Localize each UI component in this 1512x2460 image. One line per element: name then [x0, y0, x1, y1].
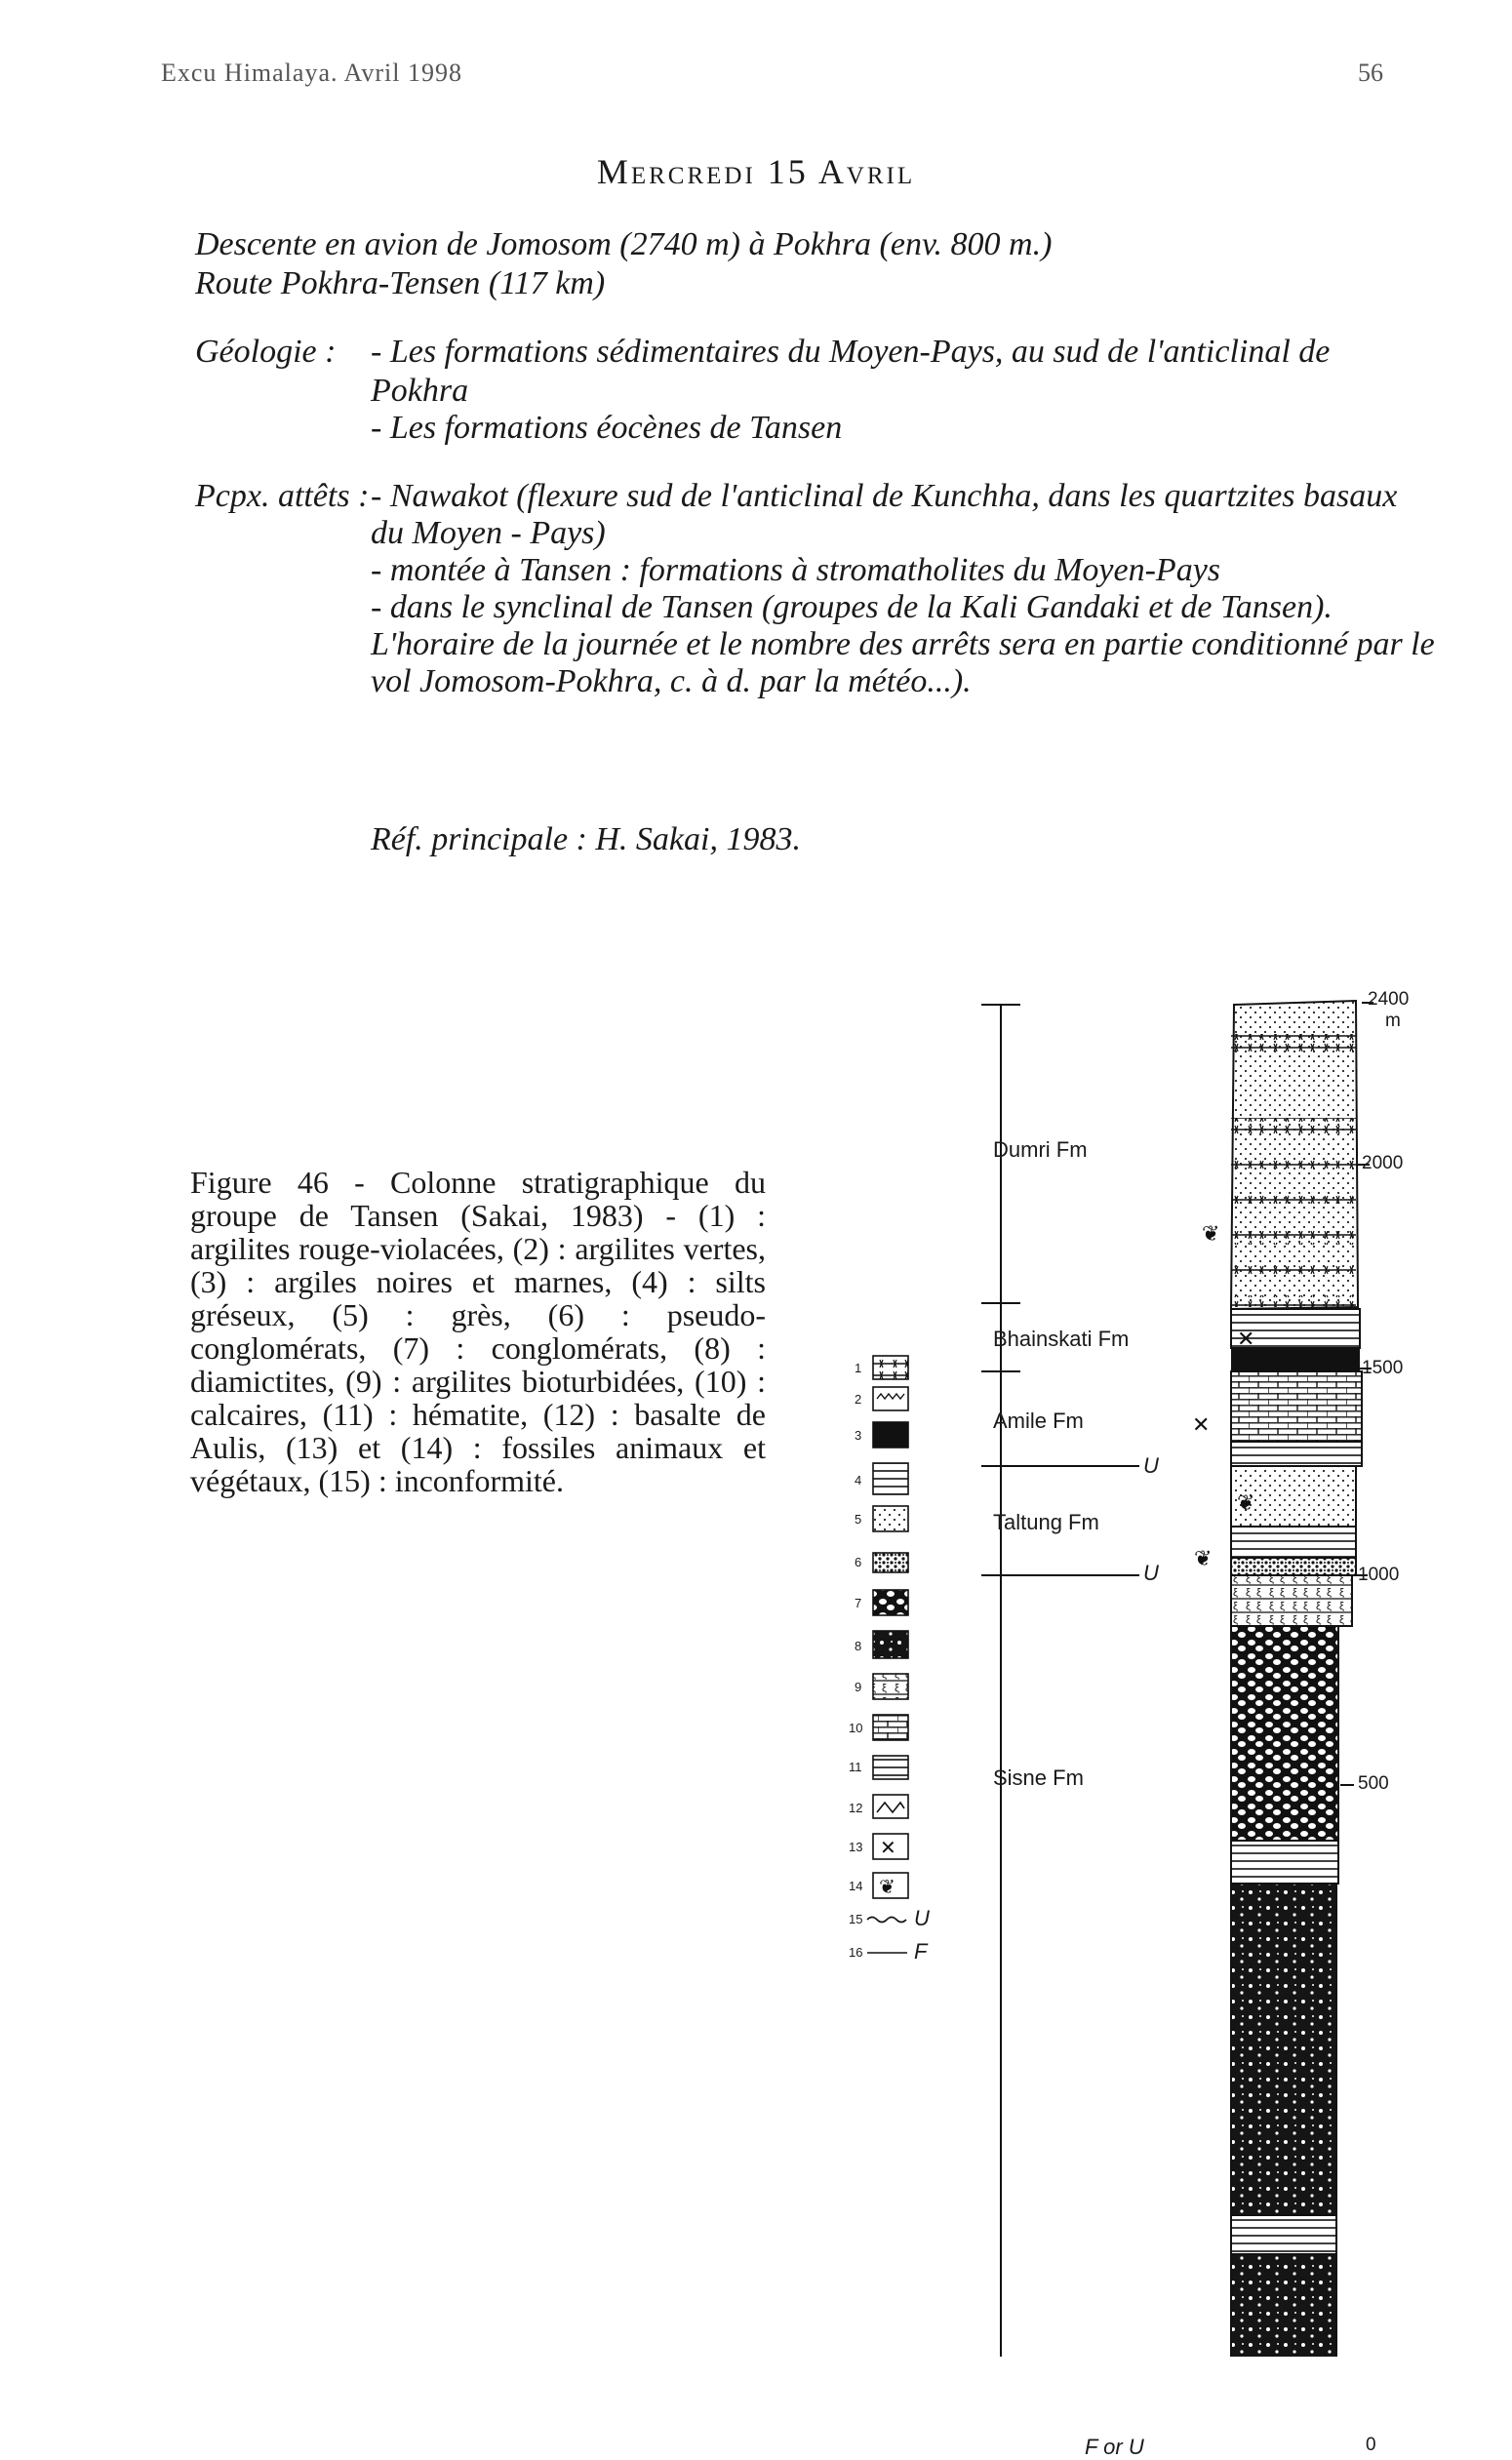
- legend-number: 16: [849, 1945, 863, 1960]
- formation-label-amile: Amile Fm: [993, 1409, 1084, 1433]
- legend-number: 10: [849, 1721, 863, 1735]
- animal-fossil-icon: ✕: [1237, 1328, 1255, 1352]
- legend-15-label: U: [914, 1906, 930, 1930]
- arrets-line-6: vol Jomosom-Pokhra, c. à d. par la météo...).: [371, 663, 972, 699]
- legend-number: 14: [849, 1879, 863, 1893]
- animal-fossil-icon: ✕: [1192, 1413, 1211, 1438]
- main-reference: Réf. principale : H. Sakai, 1983.: [371, 821, 801, 857]
- arrets-line-3: - montée à Tansen : formations à stromatholites du Moyen-Pays: [371, 552, 1221, 588]
- legend-16-label: F: [914, 1939, 928, 1964]
- legend-number: 13: [849, 1840, 863, 1854]
- arrets-line-2: du Moyen - Pays): [371, 515, 606, 551]
- legend-number: 6: [855, 1555, 862, 1569]
- figure-caption: Figure 46 - Colonne stratigraphique du groupe de Tansen (Sakai, 1983) - (1) : argilites rouge-violacées, (2) : argilites vertes, (3) : argiles noires et marnes, (4) : silts gréseux, (5) : grès, (6) : pseudo-conglomérats, (7) : conglomérats, (8) : diamictites, (9) : argilites bioturbidées, (10) : calcaires, (11) : hématite, (12) : basalte de Aulis, (13) et (14) : fossiles animaux et végétaux, (15) : inconformité.: [190, 1165, 766, 1498]
- legend-number: 2: [855, 1392, 862, 1407]
- day-title: Mercredi 15 Avril: [596, 152, 916, 191]
- scale-tick-label: 2000: [1362, 1153, 1404, 1173]
- scale-tick-label: 2400: [1368, 989, 1410, 1010]
- geologie-line-2: Pokhra: [371, 373, 469, 409]
- arrets-line-4: - dans le synclinal de Tansen (groupes de la Kali Gandaki et de Tansen).: [371, 589, 1333, 625]
- base-label: F or U: [1085, 2435, 1144, 2459]
- legend-number: 8: [855, 1639, 862, 1653]
- svg-text:✕: ✕: [880, 1836, 896, 1859]
- arrets-line-1: - Nawakot (flexure sud de l'anticlinal de Kunchha, dans les quartzites basaux: [371, 478, 1398, 514]
- legend-number: 11: [849, 1760, 862, 1774]
- scale-tick-label: 1500: [1362, 1358, 1404, 1378]
- formation-label-dumri: Dumri Fm: [993, 1137, 1088, 1162]
- scale-unit-label: m: [1385, 1011, 1401, 1031]
- plant-fossil-icon: ❦: [1202, 1222, 1220, 1247]
- arrets-label: Pcpx. attêts :: [195, 478, 370, 514]
- legend-number: 1: [855, 1361, 862, 1375]
- intro-line-1: Descente en avion de Jomosom (2740 m) à Pokhra (env. 800 m.): [195, 226, 1053, 262]
- formation-label-taltung: Taltung Fm: [993, 1510, 1099, 1534]
- legend: [867, 1356, 908, 1953]
- geologie-line-1: - Les formations sédimentaires du Moyen-Pays, au sud de l'anticlinal de: [371, 334, 1331, 370]
- unconformity-label: U: [1143, 1561, 1159, 1585]
- page-number: 56: [1358, 59, 1383, 87]
- running-header: Excu Himalaya. Avril 1998: [161, 59, 463, 87]
- arrets-line-5: L'horaire de la journée et le nombre des arrêts sera en partie conditionné par le: [371, 626, 1435, 662]
- geologie-label: Géologie :: [195, 334, 337, 370]
- scale-tick-label: 0: [1366, 2435, 1376, 2455]
- formation-label-bhainskati: Bhainskati Fm: [993, 1327, 1130, 1351]
- plant-fossil-icon: ❦: [1237, 1491, 1255, 1516]
- legend-number: 9: [855, 1680, 862, 1694]
- plant-fossil-icon: ❦: [1194, 1547, 1213, 1571]
- legend-number: 4: [855, 1473, 862, 1488]
- formation-label-sisne: Sisne Fm: [993, 1766, 1084, 1790]
- legend-number: 12: [849, 1801, 863, 1815]
- geologie-line-3: - Les formations éocènes de Tansen: [371, 410, 843, 446]
- legend-number: 3: [855, 1428, 862, 1443]
- legend-number: 7: [855, 1596, 862, 1610]
- scale-tick-label: 1000: [1358, 1565, 1400, 1585]
- svg-text:❦: ❦: [879, 1875, 895, 1898]
- legend-number: 5: [855, 1512, 862, 1527]
- intro-line-2: Route Pokhra-Tensen (117 km): [195, 265, 606, 301]
- legend-number: 15: [849, 1912, 863, 1926]
- column-body: [1231, 1001, 1362, 2357]
- unconformity-label: U: [1143, 1453, 1159, 1478]
- scale-tick-label: 500: [1358, 1773, 1389, 1794]
